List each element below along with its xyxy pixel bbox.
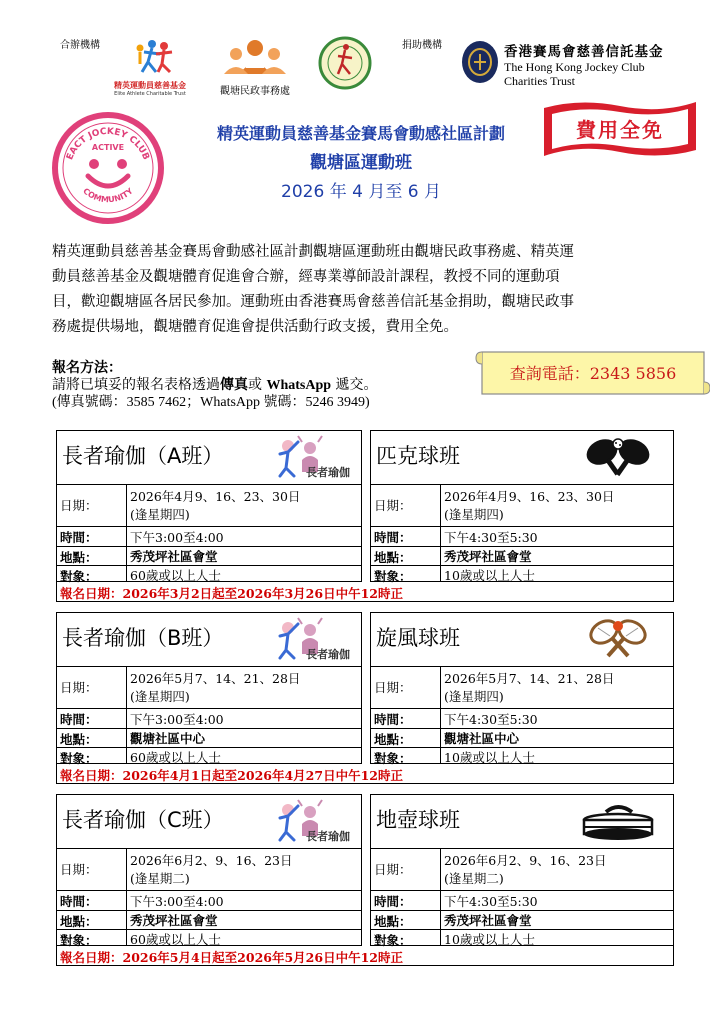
intro-paragraph (52, 240, 682, 340)
class-target: 10歲或以上人士 (444, 750, 535, 765)
racket-ball-icon (576, 618, 666, 662)
class-date: 2026年6月2、9、16、23日 (444, 853, 607, 868)
free-badge (540, 98, 700, 160)
row-divider (440, 484, 441, 526)
yoga-icon (272, 616, 358, 666)
class-date: 2026年6月2、9、16、23日 (130, 853, 293, 868)
class-title: 長者瑜伽（C班） (62, 808, 224, 832)
class-venue: 秀茂坪社區會堂 (130, 549, 218, 564)
class-time: 下午4:30至5:30 (444, 712, 538, 727)
row-divider (440, 890, 441, 910)
eact-name-en: Elite Athlete Charitable Trust (114, 91, 186, 97)
registration-deadline: 報名日期：2026年5月4日起至2026年5月26日中午12時正 (56, 946, 674, 966)
enquiry-phone-banner (474, 346, 710, 400)
class-target: 10歲或以上人士 (444, 568, 535, 583)
class-date: 2026年4月9、16、23、30日 (130, 489, 301, 504)
row-divider (440, 728, 441, 747)
row-label-target: 對象： (374, 933, 412, 948)
class-target: 60歲或以上人士 (130, 932, 221, 947)
row-label-date: 日期： (374, 862, 412, 877)
yoga-icon (272, 434, 358, 484)
class-date: 2026年5月7、14、21、28日 (444, 671, 615, 686)
class-venue: 觀塘社區中心 (444, 731, 520, 746)
smiley-logo-icon (52, 112, 164, 224)
kt-district-office-logo (214, 38, 296, 97)
yoga-icon-label: 長者瑜伽 (306, 648, 350, 661)
row-divider (440, 526, 441, 546)
reg-fax-bold: 傳真 (220, 377, 248, 393)
registration-deadline: 報名日期：2026年3月2日起至2026年3月26日中午12時正 (56, 582, 674, 602)
class-title: 匹克球班 (376, 444, 460, 468)
class-title: 地壺球班 (376, 808, 460, 832)
row-label-target: 對象： (60, 751, 98, 766)
class-date-weekday: (逢星期四) (444, 507, 504, 522)
row-divider (126, 747, 127, 764)
class-time: 下午3:00至4:00 (130, 530, 224, 545)
class-time: 下午4:30至5:30 (444, 530, 538, 545)
intro-line: 務處提供場地，觀塘體育促進會提供活動行政支援，費用全免。 (52, 319, 458, 335)
class-target: 60歲或以上人士 (130, 750, 221, 765)
active-community-logo (52, 112, 164, 224)
yoga-icon-label: 長者瑜伽 (306, 466, 350, 479)
row-divider (440, 747, 441, 764)
class-target: 10歲或以上人士 (444, 932, 535, 947)
row-label-target: 對象： (60, 569, 98, 584)
registration-heading: 報名方法： (52, 360, 122, 376)
intro-line: 目，歡迎觀塘區各居民參加。運動班由香港賽馬會慈善信託基金捐助，觀塘民政事 (52, 294, 574, 310)
class-venue: 秀茂坪社區會堂 (130, 913, 218, 928)
row-label-time: 時間： (60, 894, 98, 909)
row-divider (126, 848, 127, 890)
row-label-time: 時間： (374, 712, 412, 727)
kt-district-office-name: 觀塘民政事務處 (220, 86, 290, 97)
row-label-date: 日期： (60, 498, 98, 513)
free-badge-text: 費用全免 (576, 118, 664, 142)
hkjc-name-zh: 香港賽馬會慈善信託基金 (504, 44, 664, 60)
row-divider (440, 546, 441, 565)
people-group-icon (214, 38, 296, 76)
round-emblem-icon (318, 36, 372, 90)
row-divider (126, 666, 127, 708)
hkjc-name-en2: Charities Trust (504, 74, 576, 88)
class-date-weekday: (逢星期二) (444, 871, 504, 886)
row-divider (440, 929, 441, 946)
athlete-figures-icon (100, 38, 200, 76)
row-divider (440, 848, 441, 890)
class-venue: 秀茂坪社區會堂 (444, 913, 532, 928)
hkjc-name-en1: The Hong Kong Jockey Club (504, 60, 645, 74)
class-title: 旋風球班 (376, 626, 460, 650)
class-time: 下午3:00至4:00 (130, 894, 224, 909)
class-time: 下午3:00至4:00 (130, 712, 224, 727)
program-subtitle: 觀塘區運動班 (310, 153, 412, 173)
row-divider (126, 910, 127, 929)
program-title: 精英運動員慈善基金賽馬會動感社區計劃 (216, 124, 505, 143)
hkjc-crest-icon (460, 40, 500, 84)
intro-line: 動員慈善基金及觀塘體育促進會合辦，經專業導師設計課程，教授不同的運動項 (52, 269, 560, 285)
row-divider (440, 910, 441, 929)
hkjc-crest (460, 40, 500, 84)
row-label-venue: 地點： (374, 914, 412, 929)
row-divider (440, 708, 441, 728)
logo-bottom-text: COMMUNITY (81, 186, 135, 205)
class-time: 下午4:30至5:30 (444, 894, 538, 909)
row-label-venue: 地點： (60, 550, 98, 565)
row-divider (126, 484, 127, 526)
row-divider (126, 708, 127, 728)
program-period: 2026 年 4 月至 6 月 (281, 182, 441, 202)
class-title: 長者瑜伽（B班） (62, 626, 224, 650)
eact-logo (100, 38, 200, 97)
reg-text: 或 (248, 377, 267, 393)
row-divider (440, 666, 441, 708)
row-label-time: 時間： (374, 894, 412, 909)
row-divider (126, 565, 127, 582)
registration-numbers: (傳真號碼：3585 7462；WhatsApp 號碼：5246 3949) (52, 395, 370, 410)
class-date-weekday: (逢星期四) (444, 689, 504, 704)
row-divider (126, 546, 127, 565)
class-target: 60歲或以上人士 (130, 568, 221, 583)
class-venue: 觀塘社區中心 (130, 731, 206, 746)
pickleball-paddles-icon (576, 436, 666, 480)
sponsor-label: 捐助機構 (402, 40, 442, 51)
row-label-time: 時間： (60, 530, 98, 545)
row-label-venue: 地點： (60, 914, 98, 929)
kt-sports-association-logo (318, 36, 372, 90)
yoga-icon-label: 長者瑜伽 (306, 830, 350, 843)
registration-method (52, 360, 472, 411)
class-date-weekday: (逢星期四) (130, 507, 190, 522)
intro-line: 精英運動員慈善基金賽馬會動感社區計劃觀塘區運動班由觀塘民政事務處、精英運 (52, 244, 574, 260)
logo-top-text: EACT JOCKEY CLUB (65, 126, 151, 162)
registration-line1 (52, 377, 472, 394)
row-label-date: 日期： (60, 862, 98, 877)
class-title: 長者瑜伽（A班） (62, 444, 224, 468)
row-label-date: 日期： (374, 498, 412, 513)
co-organiser-label: 合辦機構 (60, 40, 100, 51)
yoga-icon (272, 798, 358, 848)
row-label-date: 日期： (374, 680, 412, 695)
eact-name: 精英運動員慈善基金 (114, 81, 186, 90)
row-label-venue: 地點： (374, 732, 412, 747)
logo-mid-text: ACTIVE (91, 143, 125, 152)
class-venue: 秀茂坪社區會堂 (444, 549, 532, 564)
row-label-target: 對象： (374, 569, 412, 584)
registration-deadline: 報名日期：2026年4月1日起至2026年4月27日中午12時正 (56, 764, 674, 784)
row-divider (126, 890, 127, 910)
class-date-weekday: (逢星期四) (130, 689, 190, 704)
row-divider (440, 565, 441, 582)
class-date: 2026年5月7、14、21、28日 (130, 671, 301, 686)
reg-whatsapp-bold: WhatsApp (266, 378, 332, 393)
row-divider (126, 728, 127, 747)
curling-stone-icon (576, 800, 666, 844)
reg-text: 請將已填妥的報名表格透過 (52, 377, 220, 393)
row-label-time: 時間： (60, 712, 98, 727)
class-date-weekday: (逢星期二) (130, 871, 190, 886)
row-label-time: 時間： (374, 530, 412, 545)
hkjc-name-block (504, 40, 684, 88)
reg-text: 遞交。 (331, 377, 378, 393)
row-divider (126, 526, 127, 546)
row-label-target: 對象： (374, 751, 412, 766)
row-label-target: 對象： (60, 933, 98, 948)
row-divider (126, 929, 127, 946)
enquiry-phone-text: 查詢電話：2343 5856 (509, 364, 677, 383)
row-label-venue: 地點： (60, 732, 98, 747)
row-label-venue: 地點： (374, 550, 412, 565)
class-date: 2026年4月9、16、23、30日 (444, 489, 615, 504)
row-label-date: 日期： (60, 680, 98, 695)
